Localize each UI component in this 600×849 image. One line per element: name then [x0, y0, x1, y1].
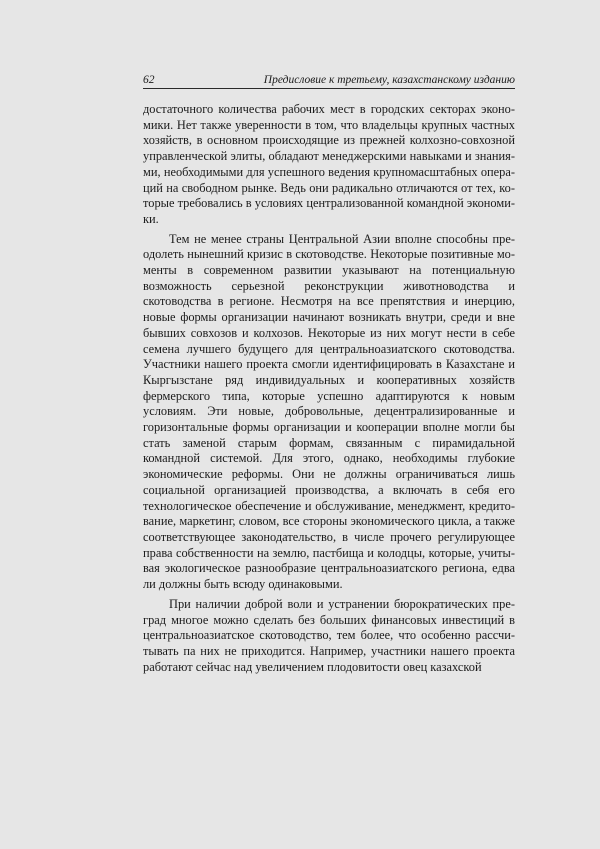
page-header	[143, 72, 515, 88]
running-title: Предисловие к третьему, казахстанскому изданию	[263, 74, 515, 86]
body-text	[143, 102, 515, 675]
paragraph-2: Тем не менее страны Центральной Азии вполне способны преодолеть нынешний кризис в скотоводстве. Некоторые позитивные моменты в современном развитии указывают на потенциальную возможность серьезной реконструкции животноводства и скотоводства в регионе. Несмотря на все препятствия и инерцию, новые формы организации начинают возникать внутри, среди и вне бывших совхозов и колхозов. Некоторые из них могут нести в себе семена лучшего будущего для центральноазиатского скотоводства. Участники нашего проекта смогли идентифицировать в Казахстане и Кыргызстане ряд индивидуальных и кооперативных хозяйств фермерского типа, которые успешно адаптируются к новым условиям. Эти новые, добровольные, децентрализированные и горизонтальные формы организации и кооперации вполне могли бы стать заменой старым формам, связанным с пирамидальной командной системой. Для этого, однако, необходимы глубокие экономические реформы. Они не должны ограничиваться лишь социальной организацией производства, а включать в себя его технологическое обеспечение и обслуживание, менеджмент, кредитование, маркетинг, словом, все стороны экономического цикла, а также соответствующее законодательство, в числе прочего регулирующее права собственности на землю, пастбища и колодцы, которые, учитывая экологическое разнообразие центральноазиатского региона, едва ли должны быть всюду одинаковыми.	[143, 231, 515, 592]
page-number: 62	[143, 74, 155, 86]
paragraph-3: При наличии доброй воли и устранении бюрократических преград многое можно сделать без больших финансовых инвестиций в центральноазиатское скотоводство, тем более, что особенно рассчитывать па них не приходится. Например, участники нашего проекта работают сейчас над увеличением плодовитости овец казахской	[143, 596, 515, 674]
header-rule	[143, 88, 515, 89]
paragraph-1: достаточного количества рабочих мест в городских секторах экономики. Нет также уверенности в том, что владельцы крупных частных хозяйств, в основном происходящие из прежней колхозно-совхозной управленческой элиты, обладают менеджерскими навыками и знаниями, необходимыми для успешного ведения крупномасштабных операций на свободном рынке. Ведь они радикально отличаются от тех, которые требовались в условиях централизованной командной экономики.	[143, 102, 515, 226]
